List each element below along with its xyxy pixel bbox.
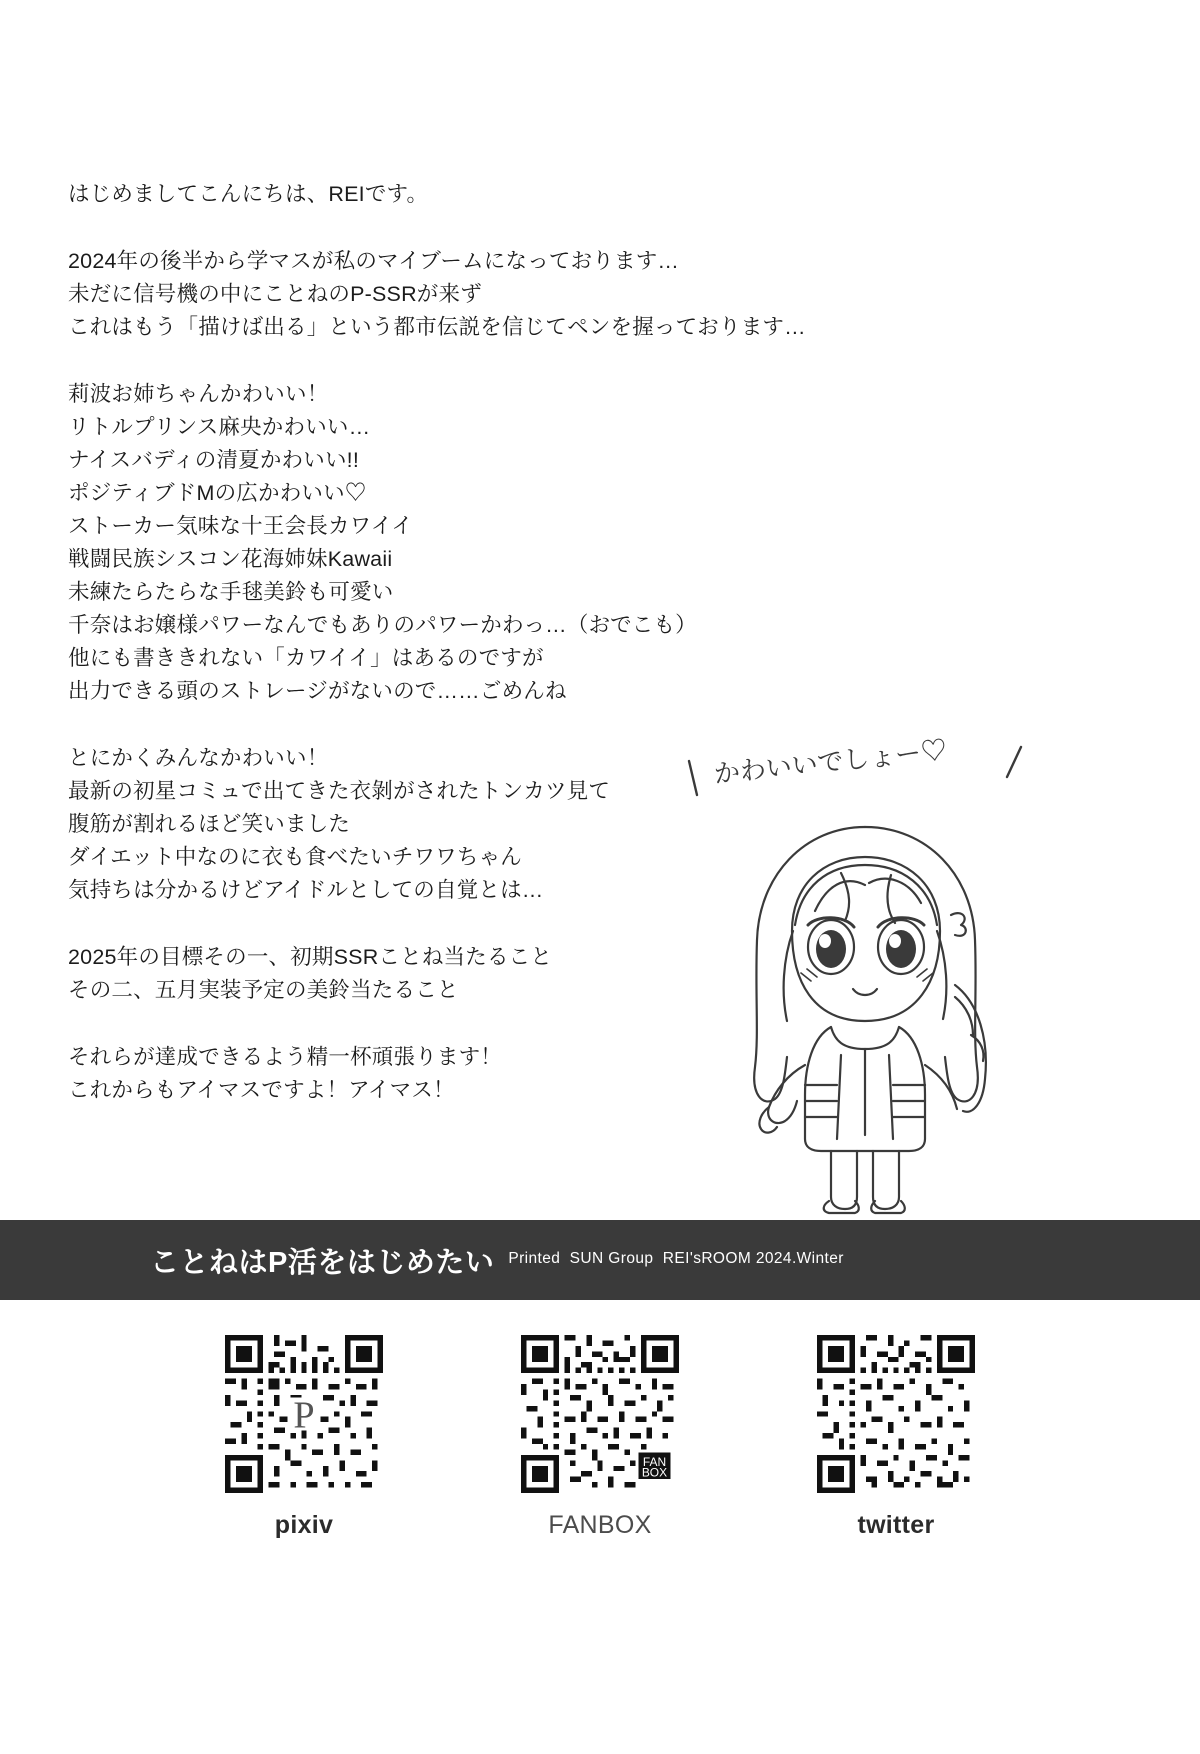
afterword-line: 戦闘民族シスコン花海姉妹Kawaii <box>68 547 393 571</box>
afterword-line: 未練たらたらな手毬美鈴も可愛い <box>68 580 394 604</box>
qr-item-twitter[interactable] <box>812 1335 980 1540</box>
afterword-line: これからもアイマスですよ！アイマス！ <box>68 1078 455 1102</box>
afterword-line: 2025年の目標その一、初期SSRことね当たること <box>68 945 553 969</box>
qr-item-pixiv[interactable] <box>220 1335 388 1540</box>
right-leg <box>873 1151 899 1209</box>
chibi-character-illustration <box>655 735 1075 1235</box>
book-title: ことねはP活をはじめたい <box>150 1246 495 1279</box>
afterword-line: 他にも書ききれない「カワイイ」はあるのですが <box>68 646 544 670</box>
afterword-line: 腹筋が割れるほど笑いました <box>68 812 351 836</box>
afterword-line: 莉波お姉ちゃんかわいい！ <box>68 382 329 406</box>
afterword-line: リトルプリンス麻央かわいい… <box>68 415 371 439</box>
afterword-line: 未だに信号機の中にことねのP-SSRが来ず <box>68 282 482 306</box>
afterword-line: 千奈はお嬢様パワーなんでもありのパワーかわっ…（おでこも） <box>68 613 697 637</box>
left-eye <box>808 918 854 974</box>
afterword-line: これはもう「描けば出る」という都市伝説を信じてペンを握っております… <box>68 315 806 339</box>
afterword-line: 2024年の後半から学マスが私のマイブームになっております… <box>68 249 680 273</box>
collar <box>831 1027 899 1049</box>
speech-bubble-text: かわいいでしょー♡ <box>712 735 949 789</box>
afterword-line: それらが達成できるよう精一杯頑張ります！ <box>68 1045 503 1069</box>
left-arm <box>768 1065 805 1123</box>
afterword-line: 気持ちは分かるけどアイドルとしての自覚とは… <box>68 878 544 902</box>
mouth <box>853 989 877 995</box>
afterword-paragraph <box>68 178 768 211</box>
hair-ornament <box>951 913 966 936</box>
afterword-line: ポジティブドMの広かわいい♡ <box>68 481 367 505</box>
afterword-line: ダイエット中なのに衣も食べたいチワワちゃん <box>68 845 522 869</box>
social-qr-row <box>0 1335 1200 1540</box>
svg-text:P: P <box>293 1394 315 1437</box>
qr-item-fanbox[interactable] <box>516 1335 684 1540</box>
svg-text:BOX: BOX <box>641 1465 668 1480</box>
afterword-paragraph <box>68 378 768 708</box>
footer-band <box>0 1220 1200 1300</box>
afterword-line: とにかくみんなかわいい！ <box>68 746 329 770</box>
afterword-line: ストーカー気味な十王会長カワイイ <box>68 514 414 538</box>
svg-text:FAN: FAN <box>642 1454 667 1469</box>
afterword-line: はじめましてこんにちは、REIです。 <box>68 182 429 206</box>
print-credit: Printed SUN Group REI'sROOM 2024.Winter <box>508 1250 844 1267</box>
fanbox-qr-code[interactable] <box>521 1335 679 1493</box>
afterword-line: 最新の初星コミュで出てきた衣剝がされたトンカツ見て <box>68 779 611 803</box>
qr-label-pixiv: pixiv <box>274 1511 334 1539</box>
afterword-line: その二、五月実装予定の美鈴当たること <box>68 978 459 1002</box>
qr-label-fanbox: FANBOX <box>548 1511 652 1539</box>
afterword-line: 出力できる頭のストレージがないので……ごめんね <box>68 679 567 703</box>
qr-label-twitter: twitter <box>857 1511 935 1539</box>
twitter-qr-code[interactable] <box>817 1335 975 1493</box>
afterword-line: ナイスバディの清夏かわいい!! <box>68 448 360 472</box>
right-eye <box>878 918 924 974</box>
afterword-paragraph <box>68 245 806 344</box>
left-leg <box>831 1151 857 1209</box>
pixiv-qr-code[interactable] <box>225 1335 383 1493</box>
